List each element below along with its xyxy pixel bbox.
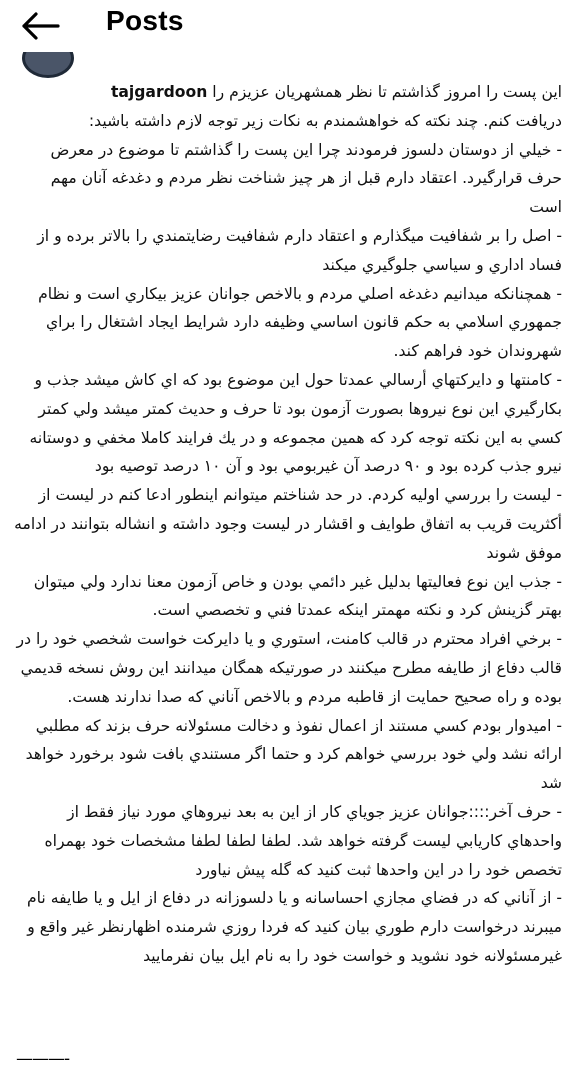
caption-paragraph: - اصل را بر شفافيت ميگذارم و اعتقاد دارم شفافيت رضايتمندي را بالاتر برده و از فساد اداري و سياسي جلوگيري ميكند — [37, 226, 562, 274]
caption-separator: ———- — [16, 1049, 70, 1069]
avatar[interactable] — [22, 52, 74, 78]
page-title: Posts — [106, 5, 184, 36]
caption-paragraph: - جذب اين نوع فعاليتها بدليل غير دائمي بودن و خاص آزمون معنا ندارد ولي ميتوان بهتر گزينش كرد و نكته مهمتر اينكه عمدتا فني و تخصصي است. — [33, 572, 562, 620]
author-handle[interactable]: tajgardoon — [110, 83, 208, 101]
caption-paragraph: - حرف آخر::::جوانان عزيز جوياي كار از اين به بعد نيروهاي مورد نياز فقط از واحدهاي كاريابي ليست گرفته خواهد شد. لطفا لطفا لطفا مشخصات خود بهمراه تخصص خود را در اين واحدها ثبت كنيد كه گله پيش نياورد — [44, 802, 562, 879]
caption-paragraph: - همچنانكه ميدانيم دغدغه اصلي مردم و بالاخص جوانان عزيز بيكاري است و نظام جمهوري اسلامي به حكم قانون اساسي وظيفه دارد شرايط ايجاد اشتغال را براي شهروندان خود فراهم كند. — [38, 284, 562, 361]
caption-paragraph: - اميدوار بودم كسي مستند از اعمال نفوذ و دخالت مسئولانه حرف بزند كه مطلبي ارائه نشد ولي خود بررسي خواهم كرد و حتما اگر مستندي بافت شود برخورد خواهد شد — [25, 716, 562, 793]
caption-paragraph: - خيلي از دوستان دلسوز فرمودند چرا این پست را گذاشتم تا موضوع در معرض حرف قرارگیرد. اعتقاد دارم قبل از هر چيز شناخت نظر مردم و دغدغه آنان مهم است — [50, 140, 562, 217]
post-caption — [14, 78, 562, 971]
caption-paragraph: - ليست را بررسي اوليه كردم. در حد شناختم ميتوانم اينطور ادعا كنم در ليست از أكثريت قريب به اتفاق طوايف و اقشار در ليست وجود داشته و انشاله بتوانند در ادامه موفق شوند — [14, 486, 562, 562]
back-button[interactable] — [18, 8, 62, 44]
caption-paragraph: - برخي افراد محترم در قالب كامنت، استوري و يا دايركت خواست شخصي خود را در قالب دفاع از طايفه مطرح ميكنند در صورتيكه همگان ميدانند اين روش نسخه قديمي بوده و راه صحيح حمايت از قاطبه مردم و بالاخص آناني كه صدا ندارند هست. — [16, 630, 562, 706]
caption-intro: این پست را امروز گذاشتم تا نظر همشهریان عزیزم را tajgardoon دریافت کنم. چند نکته که خواهشمندم به نکات زیر توجه لازم داشته باشید: — [88, 83, 562, 130]
arrow-left-icon — [20, 12, 60, 40]
post-author-row[interactable] — [0, 52, 576, 78]
top-bar — [0, 0, 576, 52]
caption-paragraph: - از آناني كه در فضاي مجازي احساسانه و يا دلسوزانه در دفاع از ايل و يا طايفه نام ميبرند درخواست دارم طوري بيان كنيد كه فردا روزي شرمنده اظهارنظر غير واقع و غيرمسئولانه خود نشويد و خواست خود را به نام ايل بيان نفرماييد — [27, 889, 562, 965]
caption-paragraph: - كامنتها و دايركتهاي أرسالي عمدتا حول اين موضوع بود كه اي كاش ميشد جذب و بكارگيري اين نوع نيروها بصورت آزمون بود تا حرف و حديث كمتر ميشد ولي كمتر كسي به اين نكته توجه كرد كه همين مجموعه و در يك فرايند كاملا مخفي و دوستانه نيرو جذب كرده بود و ۹۰ درصد آن غيربومي بود و آن ۱۰ درصد توصيه بود — [29, 370, 562, 476]
